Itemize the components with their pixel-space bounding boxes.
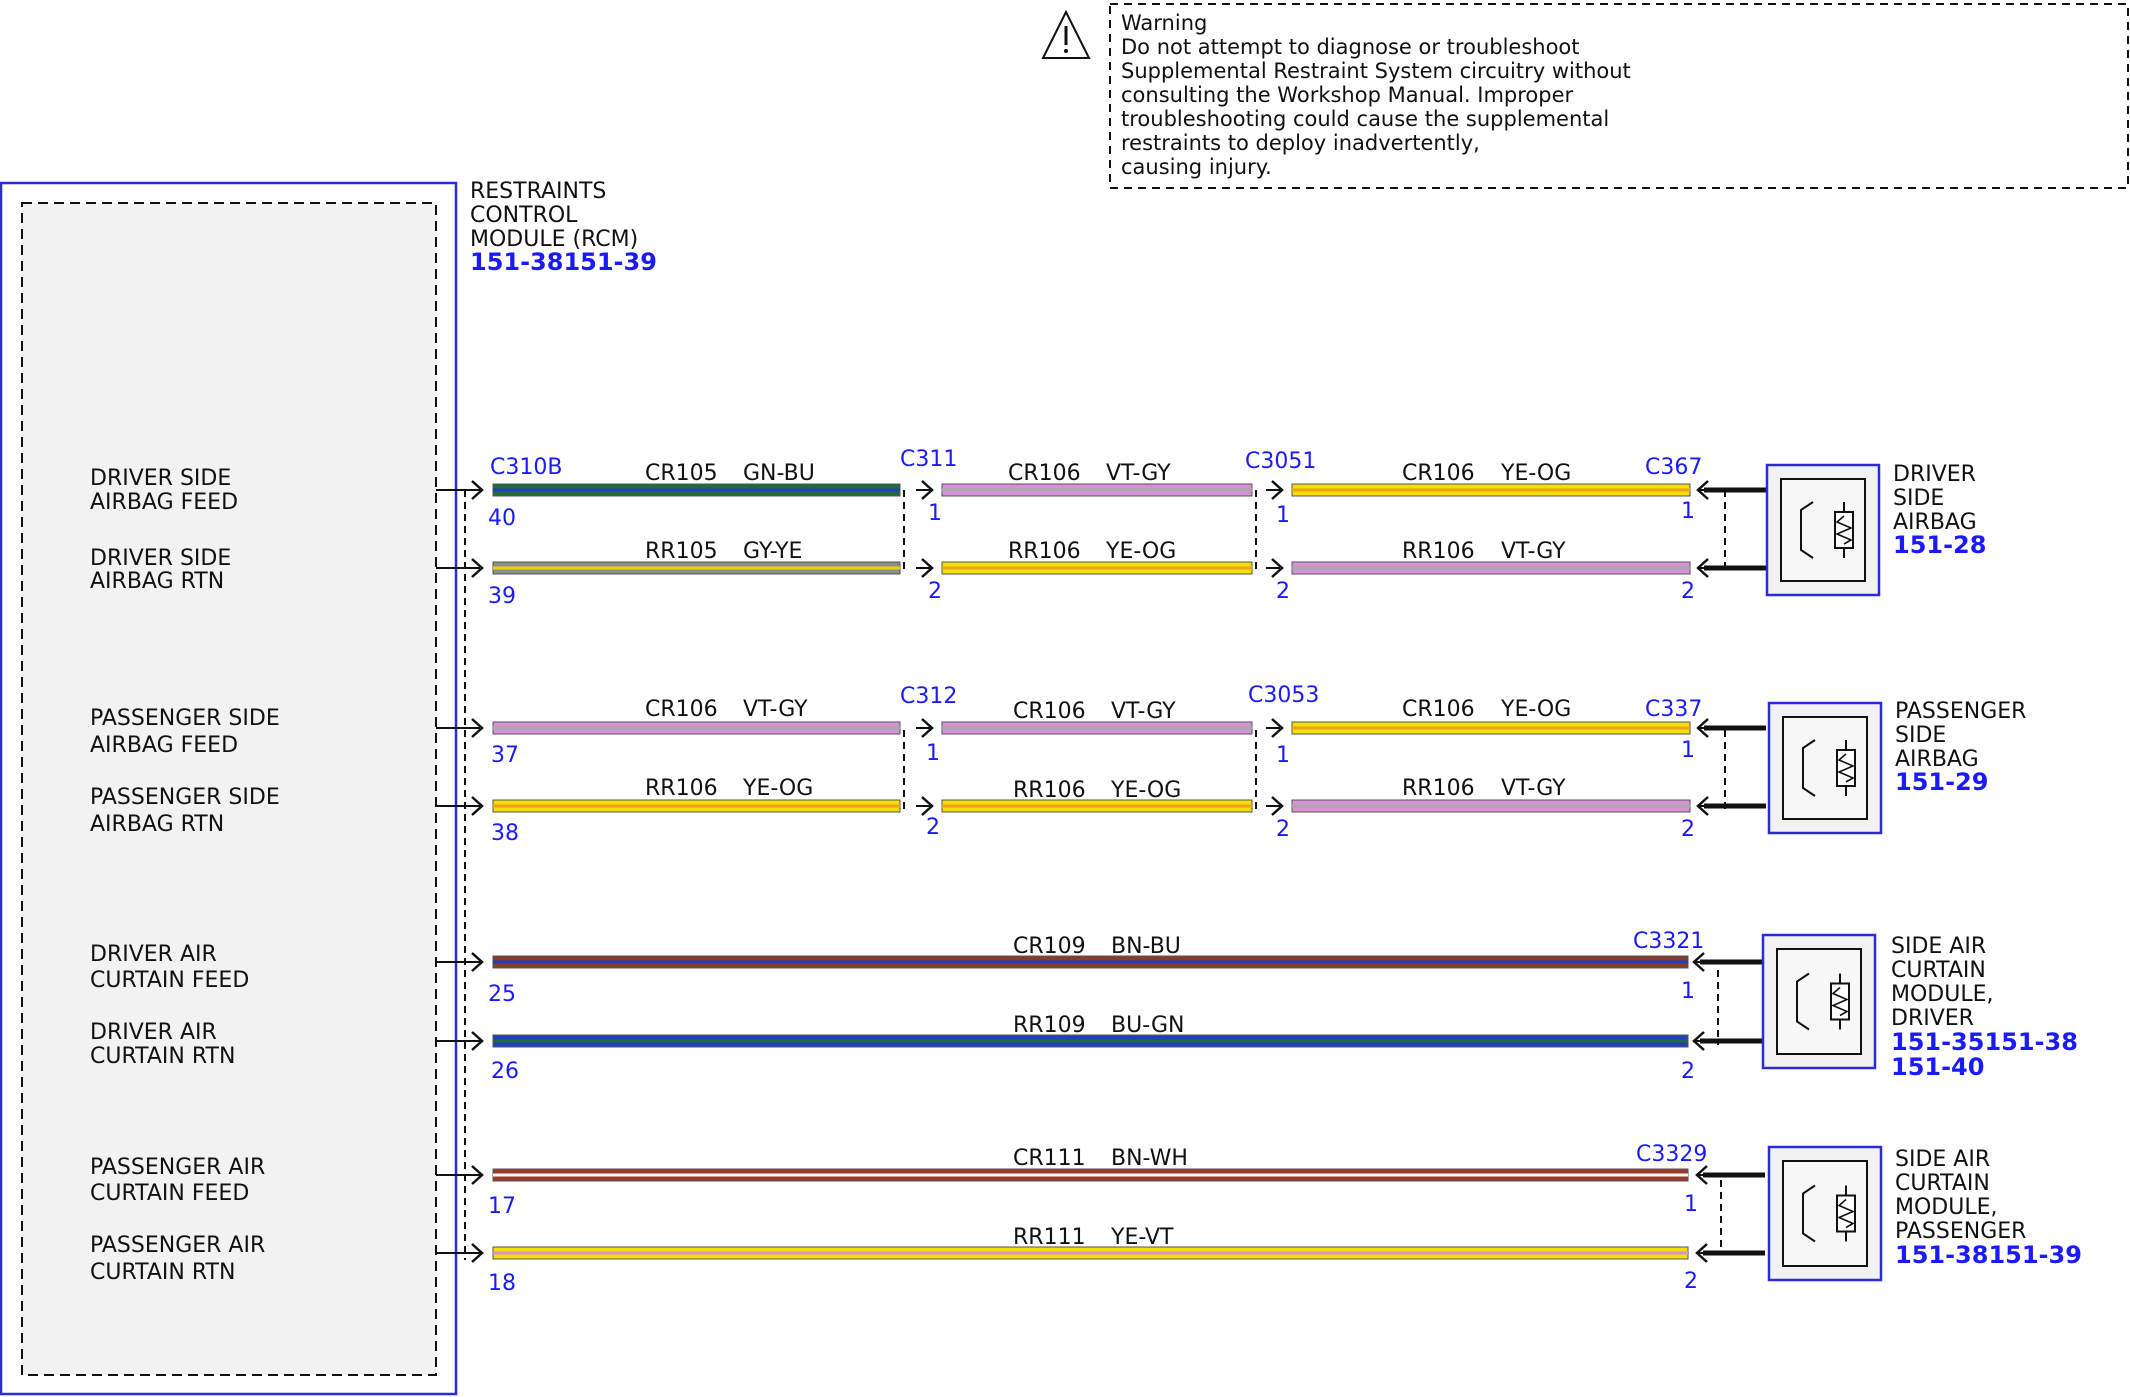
pin-number: 39 (488, 584, 516, 609)
pin-number: 25 (488, 982, 516, 1007)
circuit-label: PASSENGER AIR (90, 1233, 266, 1258)
connector-name: C312 (900, 684, 958, 709)
warning-line: Supplemental Restraint System circuitry without (1121, 59, 1631, 83)
wire-circuit-label: RR109 (1013, 1013, 1086, 1038)
circuit-label: DRIVER SIDE (90, 546, 232, 571)
module-name-line: MODULE (RCM) (470, 227, 639, 252)
wire-circuit-label: RR111 (1013, 1225, 1086, 1250)
wire-color-label: VT-GY (1501, 776, 1566, 801)
pin-number: 1 (1684, 1192, 1698, 1217)
wire-vt-gy (942, 484, 1252, 496)
wire-color-label: VT-GY (1501, 539, 1566, 564)
component-ref-link[interactable]: 151-35151-38 (1891, 1028, 2078, 1056)
pin-number: 37 (491, 743, 519, 768)
warning-line: troubleshooting could cause the supplemental (1121, 107, 1610, 131)
connector-name: C310B (490, 455, 563, 480)
wire-circuit-label: RR106 (645, 776, 718, 801)
pin-number: 18 (488, 1271, 516, 1296)
pin-number: 2 (928, 579, 942, 604)
pin-number: 2 (1276, 817, 1290, 842)
airbag-squib-icon (1763, 935, 1875, 1068)
pin-number: 2 (1681, 579, 1695, 604)
circuit-label: AIRBAG RTN (90, 569, 225, 594)
components (1763, 465, 1881, 1280)
warning-line: consulting the Workshop Manual. Improper (1121, 83, 1574, 107)
circuit-label: PASSENGER SIDE (90, 785, 280, 810)
wire-circuit-label: RR106 (1008, 539, 1081, 564)
pin-number: 1 (928, 501, 942, 526)
circuit-label: PASSENGER AIR (90, 1155, 266, 1180)
warning-panel (1043, 4, 2128, 188)
circuit-label: CURTAIN FEED (90, 968, 250, 993)
component-name-line: PASSENGER (1895, 1219, 2027, 1244)
wire-color-label: VT-GY (743, 697, 808, 722)
wire-color-label: BU-GN (1111, 1013, 1185, 1038)
wire-color-label: GN-BU (743, 461, 815, 486)
circuit-label: DRIVER AIR (90, 942, 217, 967)
wire-color-label: YE-OG (743, 776, 814, 801)
component-name-line: PASSENGER (1895, 699, 2027, 724)
pin-number: 2 (1276, 579, 1290, 604)
wire-circuit-label: CR106 (1013, 699, 1086, 724)
wire-color-label: YE-OG (1106, 539, 1177, 564)
wire-ye-og (493, 800, 900, 812)
wire-color-label: YE-VT (1111, 1225, 1174, 1250)
circuit-label: CURTAIN RTN (90, 1044, 236, 1069)
wire-circuit-label: RR105 (645, 539, 718, 564)
wire-vt-gy (1292, 562, 1690, 574)
pin-number: 1 (1681, 499, 1695, 524)
component-labels (1891, 462, 2082, 1269)
wire-ye-og (1292, 722, 1690, 734)
module-leads (436, 490, 480, 1253)
circuit-label: CURTAIN FEED (90, 1181, 250, 1206)
component-ref-link[interactable]: 151-40 (1891, 1053, 1985, 1081)
pin-number: 1 (1276, 503, 1290, 528)
component-ref-link[interactable]: 151-28 (1893, 531, 1987, 559)
connector-name: C3051 (1245, 449, 1317, 474)
pin-number: 40 (488, 506, 516, 531)
pin-number: 1 (1681, 738, 1695, 763)
component-name-line: AIRBAG (1893, 510, 1977, 535)
pin-number: 26 (491, 1059, 519, 1084)
wire-vt-gy (493, 722, 900, 734)
airbag-squib-icon (1769, 1147, 1881, 1280)
wire-bu-gn (493, 1035, 1688, 1047)
wire-color-label: BN-BU (1111, 934, 1181, 959)
wire-circuit-label: RR106 (1402, 776, 1475, 801)
module-ref-link[interactable]: 151-38151-39 (470, 248, 657, 276)
circuit-label: AIRBAG FEED (90, 733, 239, 758)
connector-name: C337 (1645, 697, 1703, 722)
component-name-line: DRIVER (1893, 462, 1976, 487)
wire-color-label: YE-OG (1501, 697, 1572, 722)
component-name-line: CURTAIN (1895, 1171, 1990, 1196)
wire-color-label: GY-YE (743, 539, 803, 564)
wire-color-label: YE-OG (1111, 778, 1182, 803)
circuit-label: DRIVER SIDE (90, 466, 232, 491)
wire-ye-og (942, 562, 1252, 574)
wire-circuit-label: RR106 (1013, 778, 1086, 803)
connector-name: C367 (1645, 455, 1703, 480)
warning-line: causing injury. (1121, 155, 1272, 179)
wire-vt-gy (942, 722, 1252, 734)
wire-circuit-label: CR106 (1008, 461, 1081, 486)
circuit-label: AIRBAG FEED (90, 490, 239, 515)
wire-circuit-label: CR105 (645, 461, 718, 486)
pin-number: 1 (1276, 743, 1290, 768)
shield-lines (465, 490, 1725, 1260)
wire-bn-bu (493, 956, 1688, 968)
wire-circuit-label: RR106 (1402, 539, 1475, 564)
circuit-label: DRIVER AIR (90, 1020, 217, 1045)
component-name-line: SIDE AIR (1891, 934, 1987, 959)
wire-color-label: BN-WH (1111, 1146, 1188, 1171)
component-name-line: SIDE AIR (1895, 1147, 1991, 1172)
pin-number: 2 (1681, 817, 1695, 842)
wires (493, 484, 1690, 1259)
warning-title: Warning (1121, 11, 1208, 35)
circuit-label: PASSENGER SIDE (90, 706, 280, 731)
warning-icon (1043, 12, 1089, 58)
pin-number: 38 (491, 821, 519, 846)
warning-line: Do not attempt to diagnose or troubleshoot (1121, 35, 1580, 59)
warning-line: restraints to deploy inadvertently, (1121, 131, 1480, 155)
wire-circuit-label: CR111 (1013, 1146, 1086, 1171)
component-name-line: SIDE (1893, 486, 1945, 511)
component-ref-link[interactable]: 151-29 (1895, 768, 1989, 796)
component-name-line: SIDE (1895, 723, 1947, 748)
connector-name: C3329 (1636, 1142, 1708, 1167)
component-ref-link[interactable]: 151-38151-39 (1895, 1241, 2082, 1269)
component-name-line: MODULE, (1891, 982, 1994, 1007)
module-name-line: RESTRAINTS (470, 179, 607, 204)
component-name-line: DRIVER (1891, 1006, 1974, 1031)
wire-ye-vt (493, 1247, 1688, 1259)
component-name-line: CURTAIN (1891, 958, 1986, 983)
wire-circuit-label: CR106 (645, 697, 718, 722)
circuit-label: AIRBAG RTN (90, 812, 225, 837)
connector-name: C3053 (1248, 683, 1320, 708)
wire-circuit-label: CR106 (1402, 461, 1475, 486)
pin-number: 17 (488, 1194, 516, 1219)
connector-name: C3321 (1633, 929, 1705, 954)
wire-ye-og (942, 800, 1252, 812)
pin-number: 2 (1684, 1269, 1698, 1294)
airbag-squib-icon (1769, 703, 1881, 833)
wire-bn-wh (493, 1169, 1688, 1181)
wire-circuit-label: CR109 (1013, 934, 1086, 959)
pin-number: 2 (926, 815, 940, 840)
connector-name: C311 (900, 447, 958, 472)
pin-number: 2 (1681, 1059, 1695, 1084)
wire-color-label: VT-GY (1111, 699, 1176, 724)
component-name-line: MODULE, (1895, 1195, 1998, 1220)
circuit-label: CURTAIN RTN (90, 1260, 236, 1285)
wire-ye-og (1292, 484, 1690, 496)
wire-circuit-label: CR106 (1402, 697, 1475, 722)
pin-number: 1 (926, 741, 940, 766)
wire-color-label: YE-OG (1501, 461, 1572, 486)
wire-labels (645, 461, 1571, 1250)
wire-color-label: VT-GY (1106, 461, 1171, 486)
pin-number: 1 (1681, 979, 1695, 1004)
connector-arrows (466, 481, 1766, 1262)
wire-vt-gy (1292, 800, 1690, 812)
component-name-line: AIRBAG (1895, 747, 1979, 772)
module-name-line: CONTROL (470, 203, 578, 228)
airbag-squib-icon (1767, 465, 1879, 595)
